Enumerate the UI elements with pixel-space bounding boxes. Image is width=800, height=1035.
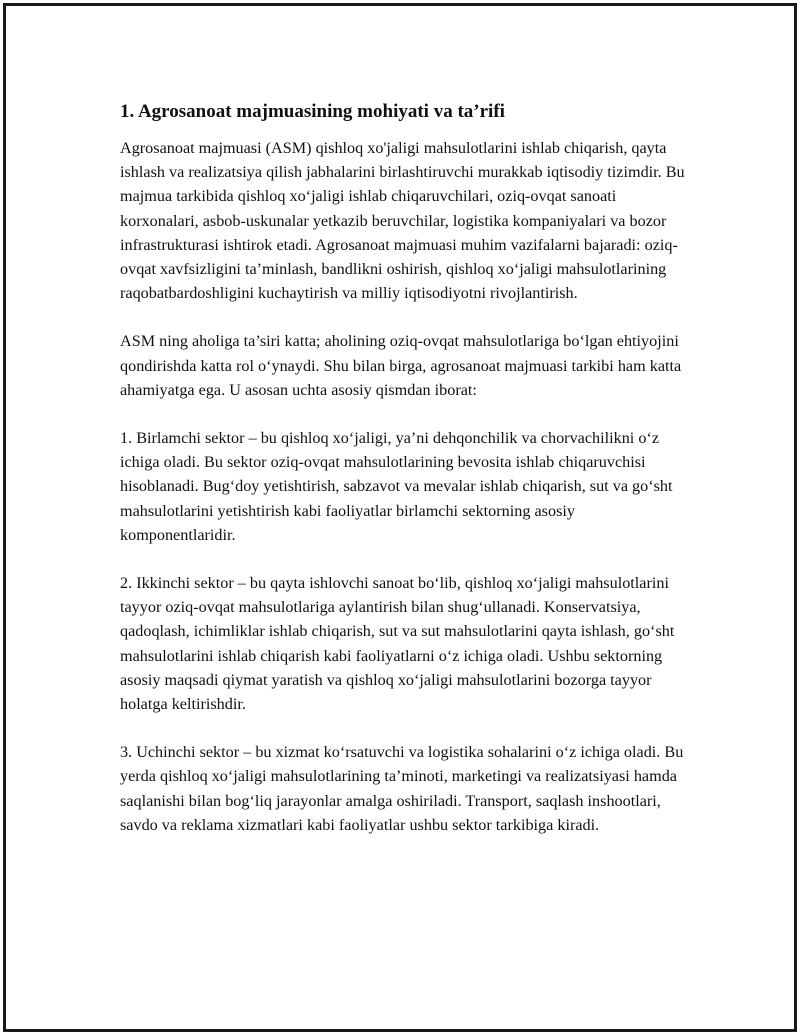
paragraph-intro: Agrosanoat majmuasi (ASM) qishloq xo'jaligi mahsulotlarini ishlab chiqarish, qayta ishlash va realizatsiya qilish jabhalarini birlashtiruvchi murakkab iqtisodiy tizimdir. Bu majmua tarkibida qishloq xo‘jaligi ishlab chiqaruvchilari, oziq-ovqat sanoati korxonalari, asbob-uskunalar yetkazib beruvchilar, logistika kompaniyalari va bozor infrastrukturasi ishtirok etadi. Agrosanoat majmuasi muhim vazifalarni bajaradi: oziq-ovqat xavfsizligini ta’minlash, bandlikni oshirish, qishloq xo‘jaligi mahsulotlarining raqobatbardoshligini kuchaytirish va milliy iqtisodiyotni rivojlantirish.	[120, 139, 685, 303]
paragraph-tertiary-sector: 3. Uchinchi sektor – bu xizmat ko‘rsatuvchi va logistika sohalarini o‘z ichiga oladi. Bu yerda qishloq xo‘jaligi mahsulotlarining ta’minoti, marketingi va realizatsiyasi hamda saqlanishi bilan bog‘liq jarayonlar amalga oshiriladi. Transport, saqlash inshootlari, savdo va reklama xizmatlari kabi faoliyatlar ushbu sektor tarkibiga kiradi.	[120, 743, 684, 834]
page-border	[3, 3, 797, 1032]
document-body	[120, 96, 690, 861]
paragraph-secondary-sector: 2. Ikkinchi sektor – bu qayta ishlovchi sanoat bo‘lib, qishloq xo‘jaligi mahsulotlarini tayyor oziq-ovqat mahsulotlariga aylantirish bilan shug‘ullanadi. Konservatsiya, qadoqlash, ichimliklar ishlab chiqarish, sut va sut mahsulotlarini qayta ishlash, go‘sht mahsulotlarini ishlab chiqarish kabi faoliyatlarni o‘z ichiga oladi. Ushbu sektorning asosiy maqsadi qiymat yaratish va qishloq xo‘jaligi mahsulotlarini bozorga tayyor holatga keltirishdir.	[120, 574, 675, 714]
paragraph-primary-sector: 1. Birlamchi sektor – bu qishloq xo‘jaligi, ya’ni dehqonchilik va chorvachilikni o‘z ichiga oladi. Bu sektor oziq-ovqat mahsulotlarining bevosita ishlab chiqaruvchisi hisoblanadi. Bug‘doy yetishtirish, sabzavot va mevalar ishlab chiqarish, sut va go‘sht mahsulotlarini yetishtirish kabi faoliyatlar birlamchi sektorning asosiy komponentlaridir.	[120, 429, 673, 544]
paragraph-impact: ASM ning aholiga ta’siri katta; aholining oziq-ovqat mahsulotlariga bo‘lgan ehtiyojini qondirishda katta rol o‘ynaydi. Shu bilan birga, agrosanoat majmuasi tarkibi ham katta ahamiyatga ega. U asosan uchta asosiy qismdan iborat:	[120, 332, 682, 399]
section-heading: 1. Agrosanoat majmuasining mohiyati va ta’rifi	[120, 101, 505, 122]
